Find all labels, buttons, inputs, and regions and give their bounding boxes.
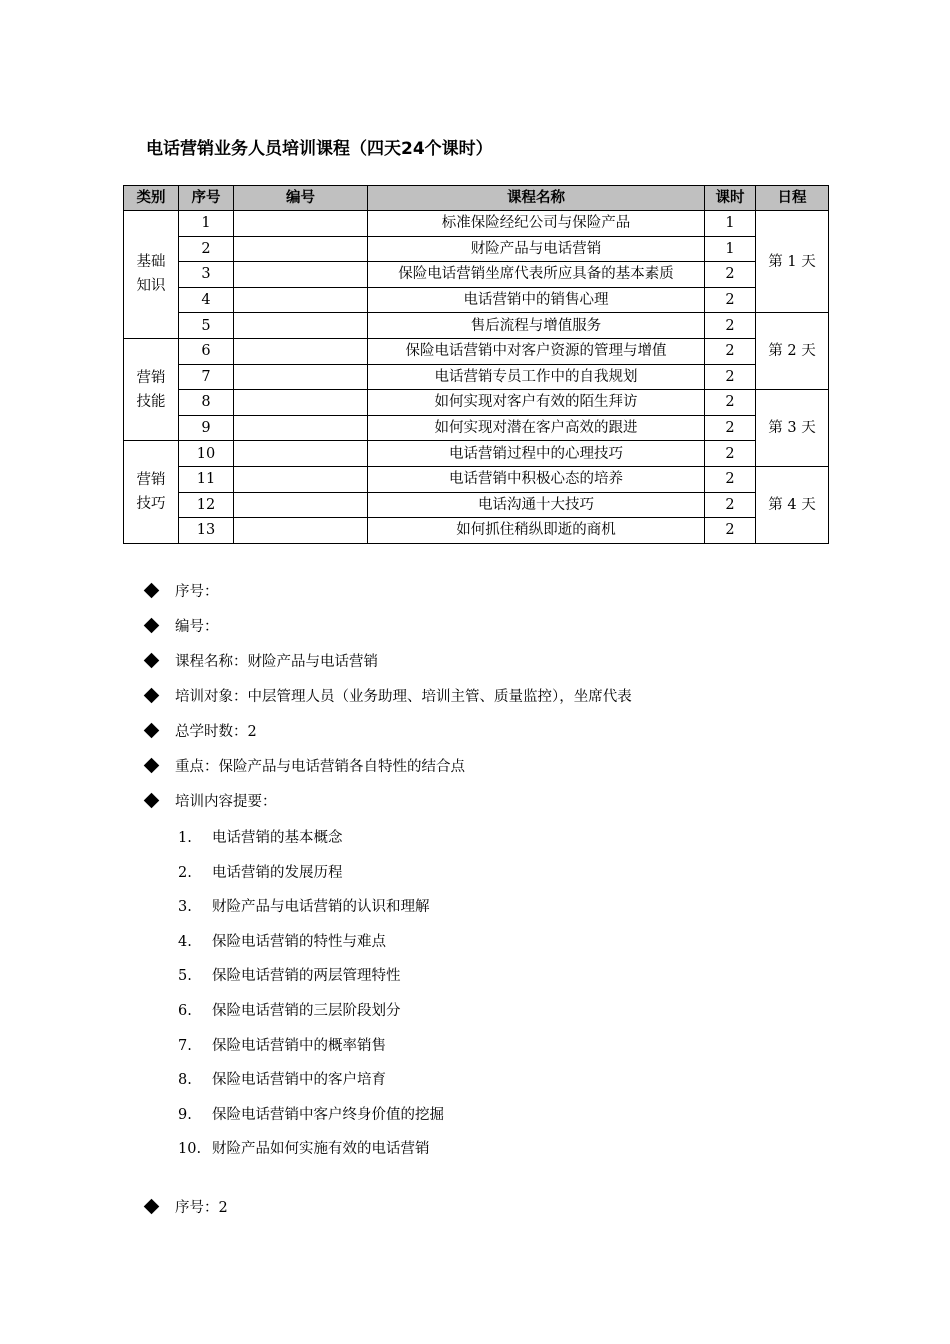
outline-item-text: 保险电话营销中的客户培育 xyxy=(212,1072,386,1089)
outline-item xyxy=(178,897,430,917)
table-body xyxy=(124,211,829,544)
outline-item-number: 4. xyxy=(178,933,192,950)
course-name-cell: 售后流程与增值服务 xyxy=(368,313,705,339)
hours-cell: 2 xyxy=(705,262,756,288)
detail-text: 序号：2 xyxy=(175,1200,228,1216)
detail-total-hours xyxy=(146,722,257,742)
detail-text: 课程名称：财险产品与电话营销 xyxy=(175,654,378,670)
schedule-cell: 第 3 天 xyxy=(756,390,829,467)
header-schedule: 日程 xyxy=(756,186,829,211)
diamond-bullet-icon xyxy=(144,687,160,703)
outline-item xyxy=(178,1070,386,1090)
outline-item-number: 6. xyxy=(178,1003,192,1019)
outline-item-number: 5. xyxy=(178,968,192,985)
code-cell xyxy=(234,415,368,441)
category-cell: 基础知识 xyxy=(124,211,179,339)
outline-item xyxy=(178,966,401,986)
code-cell xyxy=(234,390,368,416)
table-row xyxy=(124,287,829,313)
code-cell xyxy=(234,313,368,339)
code-cell xyxy=(234,518,368,544)
table-row xyxy=(124,415,829,441)
course-name-cell: 财险产品与电话营销 xyxy=(368,236,705,262)
serial-cell: 3 xyxy=(179,262,234,288)
course-name-cell: 电话营销中的销售心理 xyxy=(368,287,705,313)
schedule-cell: 第 1 天 xyxy=(756,211,829,313)
header-category: 类别 xyxy=(124,186,179,211)
hours-cell: 2 xyxy=(705,415,756,441)
table-row xyxy=(124,313,829,339)
course-name-cell: 如何抓住稍纵即逝的商机 xyxy=(368,518,705,544)
hours-cell: 2 xyxy=(705,287,756,313)
diamond-bullet-icon xyxy=(144,1198,160,1214)
course-name-cell: 电话沟通十大技巧 xyxy=(368,492,705,518)
table-row xyxy=(124,262,829,288)
code-cell xyxy=(234,211,368,237)
course-name-cell: 如何实现对潜在客户高效的跟进 xyxy=(368,415,705,441)
serial-cell: 8 xyxy=(179,390,234,416)
outline-item-text: 保险电话营销中的概率销售 xyxy=(212,1037,386,1054)
outline-item-text: 保险电话营销中客户终身价值的挖掘 xyxy=(212,1106,444,1123)
category-cell: 营销技巧 xyxy=(124,441,179,543)
header-serial: 序号 xyxy=(179,186,234,211)
detail-course-name xyxy=(146,652,378,672)
serial-cell: 5 xyxy=(179,313,234,339)
hours-cell: 2 xyxy=(705,441,756,467)
diamond-bullet-icon xyxy=(144,757,160,773)
code-cell xyxy=(234,287,368,313)
serial-cell: 4 xyxy=(179,287,234,313)
page-title: 电话营销业务人员培训课程（四天24个课时） xyxy=(146,139,493,159)
outline-item xyxy=(178,932,386,952)
detail-serial xyxy=(146,582,219,602)
hours-cell: 2 xyxy=(705,313,756,339)
serial-cell: 11 xyxy=(179,466,234,492)
hours-cell: 2 xyxy=(705,466,756,492)
course-name-cell: 如何实现对客户有效的陌生拜访 xyxy=(368,390,705,416)
diamond-bullet-icon xyxy=(144,652,160,668)
table-row xyxy=(124,211,829,237)
course-name-cell: 电话营销过程中的心理技巧 xyxy=(368,441,705,467)
diamond-bullet-icon xyxy=(144,617,160,633)
code-cell xyxy=(234,466,368,492)
code-cell xyxy=(234,492,368,518)
table-row xyxy=(124,441,829,467)
course-name-cell: 电话营销中积极心态的培养 xyxy=(368,466,705,492)
hours-cell: 2 xyxy=(705,518,756,544)
outline-item xyxy=(178,1105,444,1125)
hours-cell: 2 xyxy=(705,338,756,364)
serial-cell: 9 xyxy=(179,415,234,441)
serial-cell: 7 xyxy=(179,364,234,390)
outline-item-number: 2. xyxy=(178,864,192,881)
detail-audience xyxy=(146,687,632,707)
detail-next-serial xyxy=(146,1198,228,1218)
outline-item-number: 9. xyxy=(178,1106,192,1123)
code-cell xyxy=(234,364,368,390)
table-row xyxy=(124,338,829,364)
detail-outline-label xyxy=(146,792,277,812)
table-row xyxy=(124,492,829,518)
table-row xyxy=(124,364,829,390)
diamond-bullet-icon xyxy=(144,722,160,738)
outline-item-text: 财险产品与电话营销的认识和理解 xyxy=(212,899,430,916)
table-header-row xyxy=(124,186,829,211)
diamond-bullet-icon xyxy=(144,582,160,598)
detail-text: 总学时数：2 xyxy=(175,724,257,740)
outline-item-number: 10. xyxy=(178,1141,202,1158)
detail-text: 培训对象：中层管理人员（业务助理、培训主管、质量监控），坐席代表 xyxy=(175,689,632,705)
table-row xyxy=(124,518,829,544)
outline-item xyxy=(178,1139,430,1159)
code-cell xyxy=(234,441,368,467)
category-cell: 营销技能 xyxy=(124,338,179,440)
table-row xyxy=(124,236,829,262)
outline-item-text: 保险电话营销的三层阶段划分 xyxy=(212,1003,401,1019)
outline-item-number: 1. xyxy=(178,830,192,846)
outline-item xyxy=(178,828,343,848)
detail-focus xyxy=(146,757,465,777)
header-code: 编号 xyxy=(234,186,368,211)
serial-cell: 1 xyxy=(179,211,234,237)
outline-item xyxy=(178,863,343,883)
detail-text: 重点：保险产品与电话营销各自特性的结合点 xyxy=(175,759,465,775)
code-cell xyxy=(234,262,368,288)
outline-item xyxy=(178,1001,401,1021)
code-cell xyxy=(234,338,368,364)
outline-item-text: 保险电话营销的两层管理特性 xyxy=(212,968,401,985)
serial-cell: 13 xyxy=(179,518,234,544)
detail-code xyxy=(146,617,219,637)
code-cell xyxy=(234,236,368,262)
outline-item-text: 电话营销的基本概念 xyxy=(212,830,343,846)
serial-cell: 2 xyxy=(179,236,234,262)
detail-text: 编号： xyxy=(175,619,219,635)
outline-item-text: 财险产品如何实施有效的电话营销 xyxy=(212,1141,430,1158)
serial-cell: 12 xyxy=(179,492,234,518)
outline-item-text: 电话营销的发展历程 xyxy=(212,864,343,881)
diamond-bullet-icon xyxy=(144,792,160,808)
serial-cell: 10 xyxy=(179,441,234,467)
header-course-name: 课程名称 xyxy=(368,186,705,211)
table-row xyxy=(124,390,829,416)
course-name-cell: 保险电话营销坐席代表所应具备的基本素质 xyxy=(368,262,705,288)
course-name-cell: 保险电话营销中对客户资源的管理与增值 xyxy=(368,338,705,364)
hours-cell: 2 xyxy=(705,364,756,390)
hours-cell: 2 xyxy=(705,492,756,518)
serial-cell: 6 xyxy=(179,338,234,364)
hours-cell: 2 xyxy=(705,390,756,416)
schedule-cell: 第 4 天 xyxy=(756,466,829,543)
outline-item-number: 7. xyxy=(178,1037,192,1054)
outline-item-number: 8. xyxy=(178,1072,192,1089)
header-hours: 课时 xyxy=(705,186,756,211)
outline-item-number: 3. xyxy=(178,899,192,916)
detail-text: 序号： xyxy=(175,584,219,600)
detail-text: 培训内容提要： xyxy=(175,794,277,810)
course-name-cell: 电话营销专员工作中的自我规划 xyxy=(368,364,705,390)
course-name-cell: 标准保险经纪公司与保险产品 xyxy=(368,211,705,237)
outline-item-text: 保险电话营销的特性与难点 xyxy=(212,933,386,950)
outline-item xyxy=(178,1036,386,1056)
table-row xyxy=(124,466,829,492)
hours-cell: 1 xyxy=(705,211,756,237)
course-table xyxy=(123,185,829,544)
schedule-cell: 第 2 天 xyxy=(756,313,829,390)
hours-cell: 1 xyxy=(705,236,756,262)
